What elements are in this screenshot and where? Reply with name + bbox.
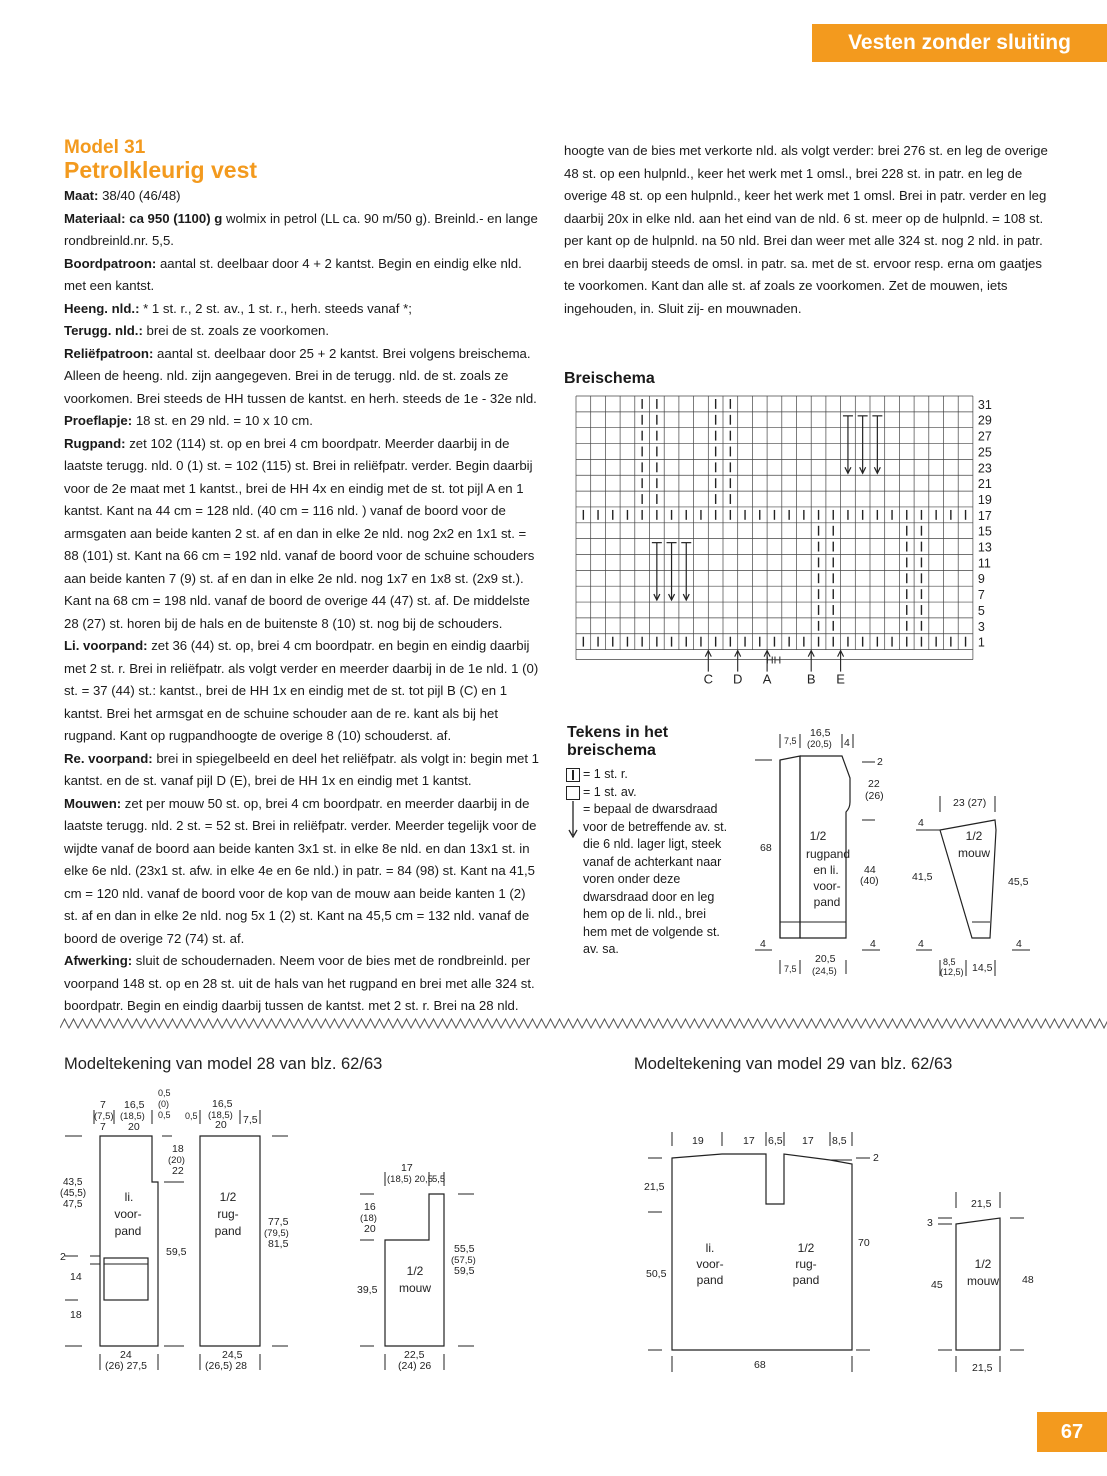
instruction-paragraph: Afwerking: sluit de schoudernaden. Neem voor de bies met de rondbreinld. per voorpand 148 st. op en 28 st. uit de hals van het rugpand en brei met alle 324 st. boordpatr. Begin en eindig daarbij tussen de kantst. met 2 st. r. Brei na 28 nld.: [64, 953, 535, 1013]
svg-text:voor-: voor-: [813, 879, 841, 893]
svg-text:pand: pand: [696, 1273, 724, 1287]
svg-text:en li.: en li.: [813, 863, 839, 877]
svg-text:1/2: 1/2: [965, 829, 983, 843]
dim-top-b2: (20,5): [807, 739, 832, 750]
svg-text:(79,5): (79,5): [264, 1228, 289, 1239]
svg-text:(24,5): (24,5): [812, 966, 837, 977]
svg-text:43,5: 43,5: [63, 1177, 83, 1188]
svg-text:8,5: 8,5: [943, 957, 956, 967]
dim-shoulder-2: (26): [865, 790, 884, 802]
svg-text:pand: pand: [214, 1224, 242, 1238]
instruction-paragraph: Li. voorpand: zet 36 (44) st. op, brei 4 cm boordpatr. en begin en eindig daarbij met 2 st. r. Brei in reliëfpatr. als volgt verder en meerder daarbij in de 1e nld. 1 (0) st. = 37 (44) st.: kantst., brei de HH 1x en eindig met de st. tot pijl B (C) en 1 kantst. Brei het armsgat en de schuine schouder aan de re. kant als bij het rugpand. Kant op rugpandhoogte de overige 8 (10) schouderst. af.: [64, 638, 539, 743]
svg-text:1/2: 1/2: [809, 829, 827, 843]
svg-text:rug-: rug-: [795, 1257, 817, 1271]
dim-top-c: 4: [844, 737, 850, 749]
position-label: E: [836, 671, 845, 687]
breischema-title: Breischema: [564, 370, 655, 387]
svg-text:77,5: 77,5: [268, 1216, 289, 1228]
legend-item-purl: = 1 st. av.: [566, 784, 741, 802]
row-label: 17: [977, 508, 992, 523]
svg-text:41,5: 41,5: [912, 871, 933, 883]
svg-text:4: 4: [870, 938, 876, 950]
svg-text:(18,5): (18,5): [120, 1111, 145, 1122]
hh-label: HH: [766, 654, 782, 667]
row-label: 7: [977, 588, 985, 603]
svg-text:8,5: 8,5: [832, 1135, 847, 1147]
row-label: 9: [977, 572, 985, 587]
tekens-title: Tekens in het breischema: [567, 724, 669, 759]
model-number: Model 31: [64, 137, 146, 158]
row-label: 15: [977, 524, 992, 539]
svg-text:20: 20: [215, 1119, 227, 1131]
svg-text:(24) 26: (24) 26: [398, 1360, 432, 1372]
row-label: 3: [977, 619, 985, 634]
row-label: 31: [977, 397, 992, 412]
instruction-paragraph: Re. voorpand: brei in spiegelbeeld en deel het reliëfpatr. als volgt in: begin met 1 kantst. en de st. vanaf pijl D (E), brei de HH 1x en eindig met 1 kantst.: [64, 750, 540, 788]
svg-text:20: 20: [364, 1223, 376, 1235]
svg-text:mouw: mouw: [966, 1274, 1000, 1288]
row-label: 13: [977, 540, 992, 555]
svg-text:7,5: 7,5: [784, 964, 797, 974]
svg-text:14: 14: [70, 1271, 82, 1283]
instruction-paragraph: Reliëfpatroon: aantal st. deelbaar door 25 + 2 kantst. Brei volgens breischema. Alleen de heeng. nld. zijn aangegeven. Brei in de terugg. nld. de st. zoals ze voorkomen. Brei steeds de HH tussen de kantst. en herh. steeds de 1e - 32e nld.: [64, 345, 537, 406]
svg-text:1/2: 1/2: [797, 1241, 815, 1255]
svg-text:(0): (0): [158, 1099, 169, 1109]
svg-text:0,5: 0,5: [158, 1088, 171, 1098]
svg-text:45,5: 45,5: [1008, 876, 1029, 888]
svg-text:44: 44: [864, 864, 876, 876]
svg-text:14,5: 14,5: [972, 962, 993, 974]
svg-text:4: 4: [1016, 938, 1022, 950]
instruction-paragraph: Boordpatroon: aantal st. deelbaar door 4 + 2 kantst. Begin en eindig elke nld. met een kantst.: [64, 255, 522, 293]
zigzag-divider: [60, 1016, 1107, 1032]
position-label: A: [762, 671, 772, 687]
row-label: 11: [977, 556, 991, 571]
svg-text:1/2: 1/2: [974, 1257, 992, 1271]
svg-text:48: 48: [1022, 1274, 1034, 1286]
dim-shoulder: 22: [868, 778, 880, 790]
svg-text:16,5: 16,5: [212, 1098, 233, 1110]
svg-text:voor-: voor-: [114, 1207, 142, 1221]
caption-model29: Modeltekening van model 29 van blz. 62/63: [634, 1055, 953, 1073]
svg-text:(57,5): (57,5): [451, 1255, 476, 1266]
svg-text:0,5: 0,5: [158, 1110, 171, 1120]
position-label: B: [806, 671, 816, 687]
instruction-paragraph: Materiaal: ca 950 (1100) g wolmix in petrol (LL ca. 90 m/50 g). Breinld.- en lange rondbreinld.nr. 5,5.: [64, 210, 538, 248]
svg-text:7,5: 7,5: [243, 1114, 258, 1126]
row-label: 19: [977, 492, 992, 507]
row-label: 1: [977, 635, 985, 650]
zigzag-line: [60, 1019, 1107, 1028]
instructions-right-column: [564, 140, 1048, 320]
row-label: 5: [977, 603, 985, 618]
svg-text:mouw: mouw: [957, 846, 991, 860]
svg-text:55,5: 55,5: [454, 1243, 475, 1255]
svg-text:21,5: 21,5: [972, 1362, 993, 1374]
page-number: 67: [1037, 1412, 1107, 1452]
svg-text:16: 16: [364, 1201, 376, 1213]
svg-text:7: 7: [100, 1121, 106, 1133]
breischema-chart: [570, 390, 1010, 690]
instruction-paragraph: Terugg. nld.: brei de st. zoals ze voorkomen.: [64, 323, 330, 338]
svg-text:7: 7: [100, 1099, 106, 1111]
model28-schematic: [60, 1084, 520, 1384]
svg-text:voor-: voor-: [696, 1257, 724, 1271]
dim-top-a: 7,5: [784, 736, 797, 746]
instruction-paragraph: Proeflapje: 18 st. en 29 nld. = 10 x 10 cm.: [64, 413, 313, 428]
dim-neck: 2: [877, 756, 883, 768]
svg-text:59,5: 59,5: [166, 1246, 187, 1258]
svg-text:mouw: mouw: [398, 1281, 432, 1295]
dim-top-b: 16,5: [810, 727, 831, 739]
dim-height: 68: [760, 842, 772, 854]
svg-text:1/2: 1/2: [219, 1190, 237, 1204]
svg-text:23 (27): 23 (27): [953, 797, 987, 809]
svg-text:4: 4: [918, 817, 924, 829]
svg-text:2: 2: [60, 1251, 66, 1263]
svg-text:19: 19: [692, 1135, 704, 1147]
position-label: D: [733, 671, 743, 687]
knit-stitch-icon: [566, 768, 580, 782]
svg-text:(18,5) 20,5: (18,5) 20,5: [387, 1174, 433, 1185]
svg-text:17: 17: [802, 1135, 814, 1147]
svg-text:17: 17: [401, 1162, 413, 1174]
svg-text:(18,5): (18,5): [208, 1110, 233, 1121]
svg-text:39,5: 39,5: [357, 1284, 378, 1296]
row-label: 25: [977, 445, 992, 460]
svg-text:45: 45: [931, 1279, 943, 1291]
svg-text:(7,5): (7,5): [94, 1111, 114, 1122]
svg-text:rugpand: rugpand: [805, 847, 851, 861]
svg-text:18: 18: [172, 1143, 184, 1155]
svg-text:3: 3: [927, 1217, 933, 1229]
caption-model28: Modeltekening van model 28 van blz. 62/63: [64, 1055, 383, 1073]
down-arrow-icon: [566, 801, 580, 847]
svg-text:22: 22: [172, 1165, 184, 1177]
tekens-legend: [566, 766, 741, 959]
svg-text:(40): (40): [860, 875, 879, 887]
svg-text:17: 17: [743, 1135, 755, 1147]
legend-item-cross: = bepaal de dwarsdraad voor de betreffende av. st. die 6 nld. lager ligt, steek vanaf de achterkant naar voren onder deze dwarsdraad door en leg hem op de li. nld., brei hem met de volgende st. av. sa.: [566, 801, 741, 959]
instruction-continuation: hoogte van de bies met verkorte nld. als volgt verder: brei 276 st. en leg de overige 48 st. op een hulpnld., keer het werk met 1 omsl., brei 228 st. in patr. en leg de overige 48 st. op een hulpnld., keer het werk met 1 omsl. Brei in patr. verder en leg daarbij 20x in elke nld. aan het eind van de nld. 6 st. meer op de hulpnld. = 108 st. per kant op de hulpnld. na 50 nld. Brei dan weer met alle 324 st. nog 2 nld. in patr. en brei daarbij steeds de omsl. in patr. sa. met de st. ervoor resp. erna om gaatjes te voorkomen. Kant dan alle st. af zoals ze voorkomen. Zet de mouwen, iets ingehouden, in. Sluit zij- en mouwnaden.: [564, 143, 1048, 316]
svg-text:6,5: 6,5: [768, 1135, 783, 1147]
svg-text:2: 2: [873, 1152, 879, 1164]
svg-text:20,5: 20,5: [815, 953, 836, 965]
row-label: 27: [977, 429, 992, 444]
instruction-paragraph: Rugpand: zet 102 (114) st. op en brei 4 cm boordpatr. Meerder daarbij in de laatste terugg. nld. 0 (1) st. = 102 (115) st. Brei in reliëfpatr. verder. Begin daarbij voor de 2e maat met 1 kantst., brei de HH 4x en eindig met de st. tot pijl A en 1 kantst. Kant na 44 cm = 128 nld. (40 cm = 116 nld. ) vanaf de boord voor de armsgaten aan beide kanten 2 st. af en dan in elke 2e nld. nog 2x2 en 1x1 st. = 88 (101) st. Kant na 66 cm = 192 nld. vanaf de boord voor de schuine schouders aan beide kanten 7 (9) st. af en dan in elke 2e nld. nog 1x7 en 1x8 st. (2x9 st.). Kant na 68 cm = 198 nld. vanaf de boord de overige 44 (47) st. af. De middelste 28 (27) st. horen bij de hals en de buitenste 8 (10) st. nog bij de schouders.: [64, 435, 535, 631]
svg-text:li.: li.: [124, 1190, 134, 1204]
model29-schematic: [640, 1120, 1070, 1380]
instruction-paragraph: Heeng. nld.: * 1 st. r., 2 st. av., 1 st. r., herh. steeds vanaf *;: [64, 300, 412, 316]
legend-item-knit: = 1 st. r.: [566, 766, 741, 784]
svg-text:li.: li.: [705, 1241, 715, 1255]
svg-text:rug-: rug-: [217, 1207, 239, 1221]
row-label: 23: [977, 461, 992, 476]
svg-text:1/2: 1/2: [406, 1264, 424, 1278]
model31-schematic: [750, 722, 1050, 982]
svg-text:70: 70: [858, 1237, 870, 1249]
svg-text:pand: pand: [792, 1273, 820, 1287]
row-label: 21: [977, 477, 992, 492]
svg-text:4: 4: [760, 938, 766, 950]
svg-text:22,5: 22,5: [404, 1349, 425, 1361]
svg-text:50,5: 50,5: [646, 1268, 667, 1280]
instruction-paragraph: Mouwen: zet per mouw 50 st. op, brei 4 cm boordpatr. en meerder daarbij in de laatste terugg. nld. 2 st. = 52 st. Brei in reliëfpatr. verder. Meerder tegelijk voor de wijdte vanaf de boord aan beide kanten 3x1 st. in elke 8e nld. en dan 13x1 st. in elke 6e nld. (23x1 st. afw. in elke 4e en 6e nld.) in patr. = 84 (98) st. Kant na 41,5 cm = 120 nld. vanaf de boord voor de kop van de mouw aan beide kanten 1 (2) st. af en dan in elke 2e nld. nog 5x 1 (2) st. Kant na 45,5 cm = 132 nld. vanaf de boord de overige 72 (74) st. af.: [64, 795, 537, 946]
svg-text:(26,5) 28: (26,5) 28: [205, 1360, 248, 1372]
instruction-paragraphs: [64, 185, 542, 1018]
section-banner: Vesten zonder sluiting: [812, 24, 1107, 62]
purl-stitch-icon: [566, 786, 580, 800]
svg-text:47,5: 47,5: [63, 1199, 83, 1210]
svg-text:0,5: 0,5: [185, 1111, 198, 1121]
model-title: Petrolkleurig vest: [64, 157, 258, 183]
svg-text:pand: pand: [114, 1224, 142, 1238]
svg-text:(20): (20): [168, 1155, 185, 1166]
svg-text:16,5: 16,5: [124, 1099, 145, 1111]
svg-text:(12,5): (12,5): [940, 967, 964, 977]
svg-text:59,5: 59,5: [454, 1265, 475, 1277]
position-label: C: [703, 671, 713, 687]
svg-text:24: 24: [120, 1349, 132, 1361]
svg-text:(45,5): (45,5): [60, 1188, 87, 1199]
svg-text:21,5: 21,5: [971, 1198, 992, 1210]
svg-text:81,5: 81,5: [268, 1238, 289, 1250]
svg-text:68: 68: [754, 1359, 766, 1371]
row-label: 29: [977, 413, 992, 428]
svg-text:21,5: 21,5: [644, 1181, 665, 1193]
svg-text:20: 20: [128, 1121, 140, 1133]
instruction-paragraph: Maat: 38/40 (46/48): [64, 188, 181, 203]
svg-text:24,5: 24,5: [222, 1349, 243, 1361]
svg-text:(18): (18): [360, 1213, 377, 1224]
svg-text:pand: pand: [813, 895, 841, 909]
instructions-left-column: [64, 138, 542, 1018]
svg-text:18: 18: [70, 1309, 82, 1321]
svg-text:5,5: 5,5: [432, 1174, 446, 1185]
svg-text:4: 4: [918, 938, 924, 950]
svg-text:(26) 27,5: (26) 27,5: [105, 1360, 148, 1372]
